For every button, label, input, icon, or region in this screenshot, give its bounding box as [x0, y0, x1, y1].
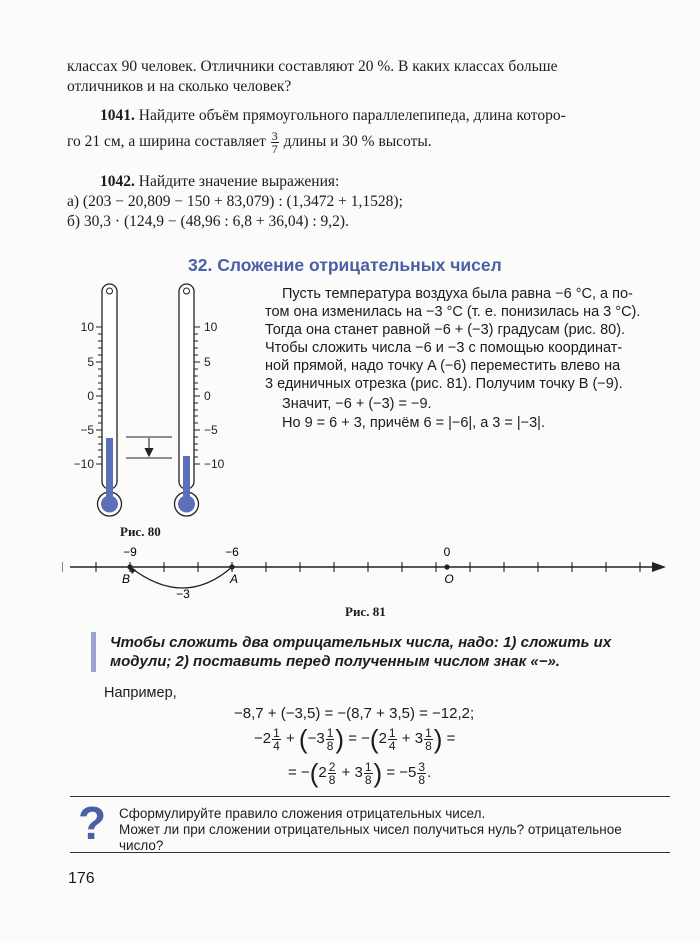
problem-number: 1042. [100, 173, 135, 190]
paragraph-line-6: 3 единичных отрезка (рис. 81). Получим точку B (−9). [265, 376, 623, 392]
fraction: $\frac{3}{7}$ [271, 129, 278, 156]
axis-arrow-icon [652, 562, 666, 572]
point-A-dot [229, 564, 234, 569]
rule-line-2: модули; 2) поставить перед полученным числом знак «−». [110, 653, 560, 670]
scale-label-left-10: 10 [80, 320, 94, 334]
label-point-A: A [229, 572, 239, 586]
question-mark-icon: ? [78, 797, 107, 849]
paragraph-line-7: Значит, −6 + (−3) = −9. [282, 396, 432, 412]
question-line-3: число? [119, 838, 164, 853]
problem-1042-a: а) (203 − 20,809 − 150 + 83,079) : (1,3472 + 1,1528); [67, 193, 403, 210]
problem-number: 1041. [100, 107, 135, 124]
page-number: 176 [68, 870, 95, 887]
figure-81-caption: Рис. 81 [345, 604, 386, 619]
label-zero: 0 [443, 545, 451, 559]
paragraph-line-8: Но 9 = 6 + 3, причём 6 = |−6|, а 3 = |−3|. [282, 415, 545, 431]
arc-label: −3 [176, 587, 190, 601]
section-title: 32. Сложение отрицательных чисел [188, 255, 502, 275]
problem-1042-text: Найдите значение выражения: [138, 173, 340, 190]
top-text-line2: отличников и на сколько человек? [67, 78, 292, 95]
point-B-dot [127, 564, 132, 569]
top-text-line1: классах 90 человек. Отличники составляют 20 %. В каких классах больше [67, 58, 558, 75]
temperature-change-arrow [126, 437, 172, 458]
figure-81-number-line [62, 543, 672, 605]
questions-top-rule [70, 796, 670, 797]
rule-bar [91, 632, 96, 672]
scale-label-right-10: 10 [204, 320, 218, 334]
thermometer-icon [98, 284, 122, 516]
problem-1041-line1 [100, 107, 566, 125]
scale-label-left-minus5: −5 [80, 423, 94, 437]
figure-80-thermometers [68, 282, 248, 522]
paragraph-line-3: Тогда она станет равной −6 + (−3) градусам (рис. 80). [265, 322, 626, 338]
paragraph-line-4: Чтобы сложить числа −6 и −3 с помощью координат- [265, 340, 623, 356]
problem-1041-text: Найдите объём прямоугольного параллелепипеда, длина которо- [138, 107, 566, 124]
scale-label-left-0: 0 [87, 389, 94, 403]
label-point-B: B [121, 572, 131, 586]
paragraph-line-2: том она изменилась на −3 °С (т. е. понизилась на 3 °С). [265, 304, 641, 320]
label-minus9: −9 [123, 545, 137, 559]
question-line-2: Может ли при сложении отрицательных чисел получиться нуль? отрицательное [119, 822, 622, 837]
point-O-dot [444, 564, 449, 569]
example-line-2: −2 $\frac{1}{4}$ + (−3 $\frac{1}{8}$ ) = −(2 $\frac{1}{4}$ + 3 $\frac{1}{8}$ ) = [254, 724, 456, 755]
scale-label-right-minus10: −10 [204, 457, 225, 471]
paragraph-line-5: ной прямой, надо точку A (−6) переместить влево на [265, 358, 621, 374]
scale-label-left-5: 5 [87, 355, 94, 369]
paragraph-line-1: Пусть температура воздуха была равна −6 °С, а по- [282, 286, 633, 302]
problem-1041-text2: го 21 см, а ширина составляет [67, 133, 266, 151]
scale-label-right-0: 0 [204, 389, 211, 403]
scale-label-left-minus10: −10 [73, 457, 94, 471]
figure-80-caption: Рис. 80 [120, 524, 161, 539]
thermometer-icon [175, 284, 199, 516]
scale-label-right-5: 5 [204, 355, 211, 369]
problem-1041-line2 [67, 130, 432, 155]
arc-move-left [130, 567, 232, 588]
problem-1042-title [100, 173, 339, 191]
example-intro: Например, [104, 685, 177, 701]
question-line-1: Сформулируйте правило сложения отрицательных чисел. [119, 806, 486, 821]
label-minus6: −6 [225, 545, 239, 559]
example-line-3: = −(2 $\frac{2}{8}$ + 3 $\frac{1}{8}$ ) = −5 $\frac{3}{8}$ . [288, 758, 432, 789]
problem-1041-text3: длины и 30 % высоты. [283, 133, 432, 151]
problem-1042-b: б) 30,3 · (124,9 − (48,96 : 6,8 + 36,04) : 9,2). [67, 213, 349, 230]
label-point-O: O [444, 572, 454, 586]
rule-line-1: Чтобы сложить два отрицательных числа, надо: 1) сложить их [110, 634, 612, 651]
example-line-1: −8,7 + (−3,5) = −(8,7 + 3,5) = −12,2; [234, 705, 475, 722]
scale-label-right-minus5: −5 [204, 423, 218, 437]
